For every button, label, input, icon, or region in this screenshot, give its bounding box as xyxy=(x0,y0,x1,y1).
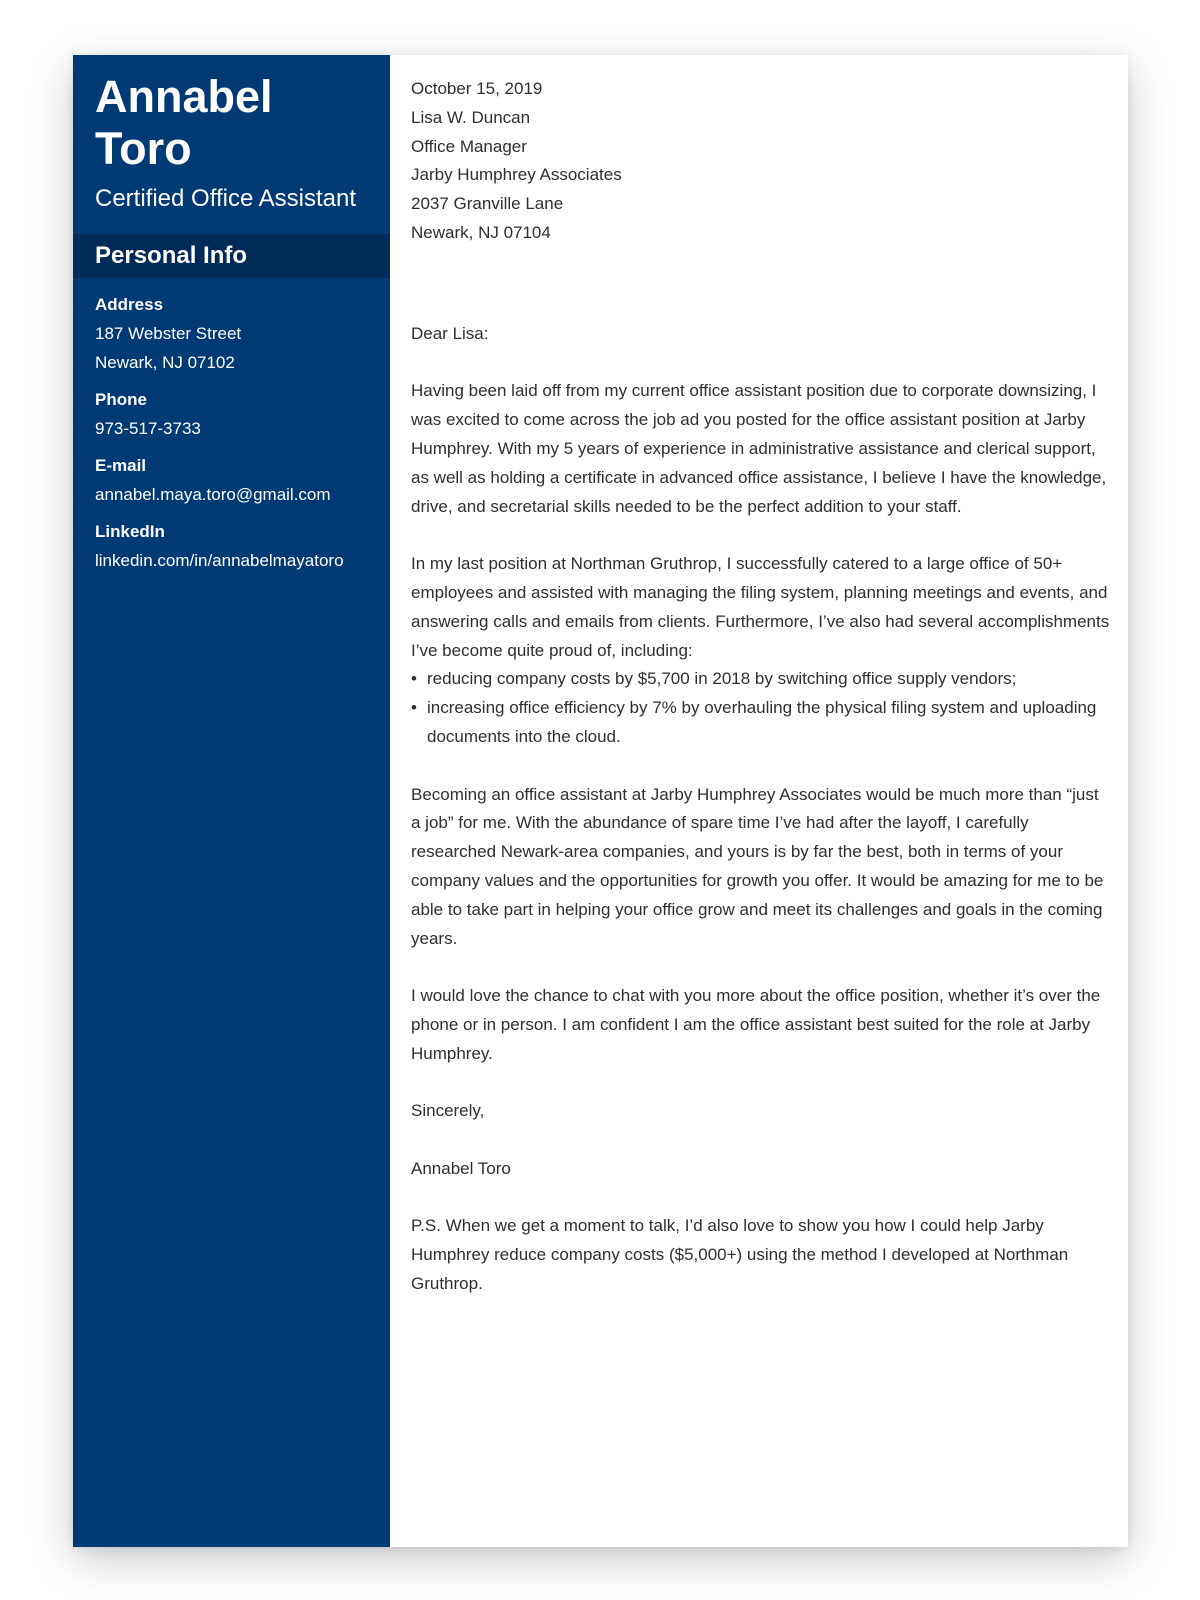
paragraph-1: Having been laid off from my current office assistant position due to corporate downsizing, I was excited to come across the job ad you posted for the office assistant position at Jarby Humphrey. With my 5 years of experience in administrative assistance and clerical support, as well as holding a certificate in advanced office assistance, I believe I have the knowledge, drive, and secretarial skills needed to be the perfect addition to your staff. xyxy=(411,381,1107,516)
linkedin-label: LinkedIn xyxy=(95,522,165,541)
recipient-block xyxy=(411,104,1111,248)
last-name: Toro xyxy=(95,123,192,174)
recipient-title: Office Manager xyxy=(411,136,527,156)
signature: Annabel Toro xyxy=(411,1158,511,1178)
linkedin-group xyxy=(95,517,380,575)
greeting: Dear Lisa: xyxy=(411,323,489,343)
closing: Sincerely, xyxy=(411,1101,485,1121)
applicant-name xyxy=(95,71,273,175)
paragraph-2: In my last position at Northman Gruthrop, I successfully catered to a large office of 50+ employees and assisted with managing the filing system, planning meetings and events, and answering calls and emails from clients. Furthermore, I’ve also had several accomplishments I’ve become quite proud of, including: xyxy=(411,554,1110,660)
list-item: • increasing office efficiency by 7% by overhauling the physical filing system and uploading documents into the cloud. xyxy=(411,694,1111,752)
phone-group xyxy=(95,385,380,443)
personal-info-header: Personal Info xyxy=(73,234,390,278)
letter-date: October 15, 2019 xyxy=(411,79,543,98)
first-name: Annabel xyxy=(95,71,273,122)
address-label: Address xyxy=(95,295,164,314)
cover-letter-page xyxy=(73,55,1128,1547)
recipient-company: Jarby Humphrey Associates xyxy=(411,165,622,185)
address-line-2: Newark, NJ 07102 xyxy=(95,353,235,372)
personal-info xyxy=(95,290,380,583)
email-label: E-mail xyxy=(95,456,147,475)
paragraph-3: Becoming an office assistant at Jarby Humphrey Associates would be much more than “just a job” for me. With the abundance of spare time I’ve had after the layoff, I carefully researched Newark-area companies, and yours is by far the best, both in terms of your company values and the opportunities for growth you offer. It would be amazing for me to be able to take part in helping your office grow and meet its challenges and goals in the coming years. xyxy=(411,784,1104,948)
email-value: annabel.maya.toro@gmail.com xyxy=(95,485,331,504)
phone-label: Phone xyxy=(95,390,147,409)
postscript: P.S. When we get a moment to talk, I’d also love to show you how I could help Jarby Humphrey reduce company costs ($5,000+) using the method I developed at Northman Gruthrop. xyxy=(411,1216,1069,1294)
email-group xyxy=(95,451,380,509)
address-line-1: 187 Webster Street xyxy=(95,324,242,343)
recipient-city: Newark, NJ 07104 xyxy=(411,222,551,242)
address-group xyxy=(95,290,380,377)
sidebar xyxy=(73,55,390,1547)
recipient-name: Lisa W. Duncan xyxy=(411,107,531,127)
linkedin-value: linkedin.com/in/annabelmayatoro xyxy=(95,551,344,570)
accomplishments-list xyxy=(411,665,1111,751)
letter-body xyxy=(411,75,1111,1299)
recipient-street: 2037 Granville Lane xyxy=(411,194,564,214)
list-item: • reducing company costs by $5,700 in 2018 by switching office supply vendors; xyxy=(411,665,1111,694)
job-title: Certified Office Assistant xyxy=(95,185,356,212)
phone-value: 973-517-3733 xyxy=(95,419,201,438)
paragraph-4: I would love the chance to chat with you more about the office position, whether it’s over the phone or in person. I am confident I am the office assistant best suited for the role at Jarby Humphrey. xyxy=(411,986,1101,1063)
